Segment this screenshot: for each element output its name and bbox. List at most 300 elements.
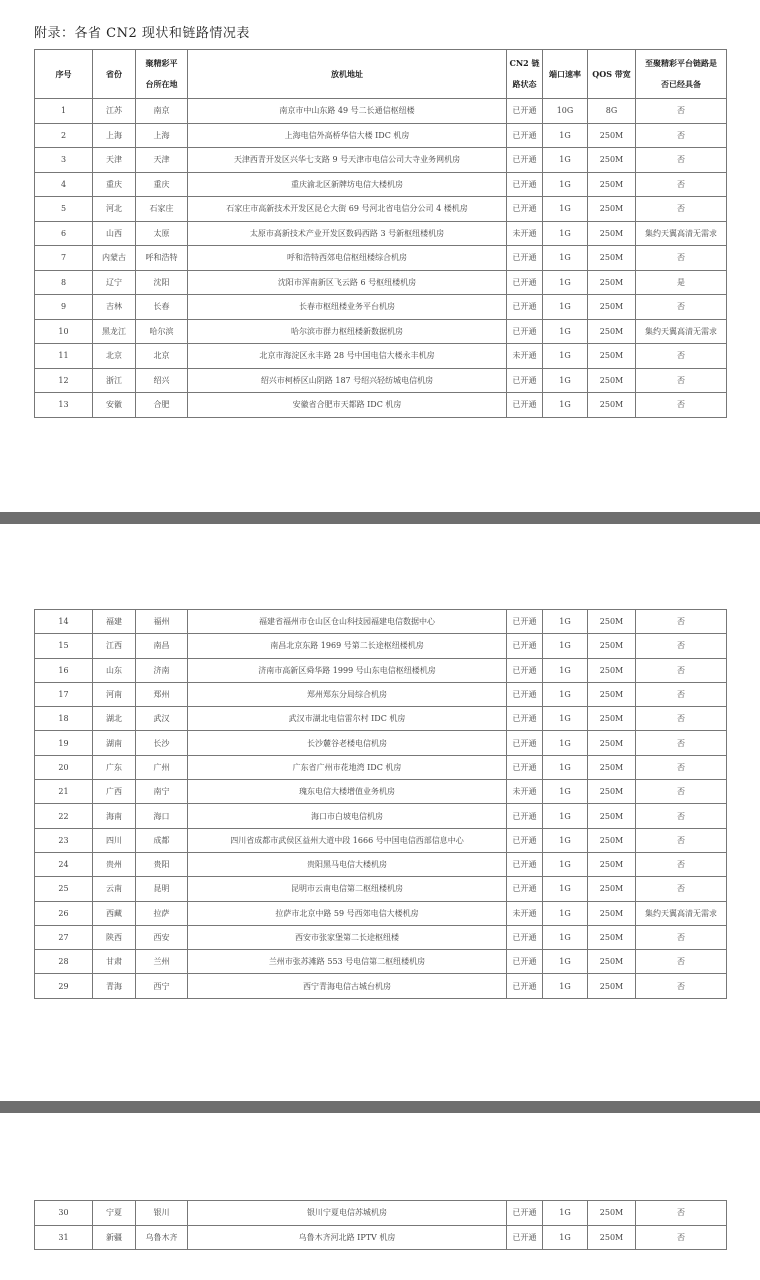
cell-qos: 250M bbox=[588, 950, 636, 974]
cell-platform: 否 bbox=[636, 344, 727, 369]
cell-qos: 250M bbox=[588, 148, 636, 173]
cell-city: 成都 bbox=[136, 828, 188, 852]
cell-province: 浙江 bbox=[93, 368, 136, 393]
cell-port: 1G bbox=[543, 658, 588, 682]
page-separator bbox=[0, 1101, 760, 1113]
cell-address: 长沙麓谷老楼电信机房 bbox=[188, 731, 507, 755]
cell-platform: 集约天翼高清无需求 bbox=[636, 221, 727, 246]
cell-city: 海口 bbox=[136, 804, 188, 828]
cell-qos: 250M bbox=[588, 828, 636, 852]
cell-city: 乌鲁木齐 bbox=[136, 1225, 188, 1250]
cell-status: 已开通 bbox=[507, 197, 543, 222]
cell-city: 呼和浩特 bbox=[136, 246, 188, 271]
table-row bbox=[35, 319, 727, 344]
cell-seq: 24 bbox=[35, 852, 93, 876]
cell-port: 1G bbox=[543, 270, 588, 295]
table-row bbox=[35, 1201, 727, 1226]
cell-qos: 250M bbox=[588, 610, 636, 634]
cell-address: 贵阳黑马电信大楼机房 bbox=[188, 852, 507, 876]
cell-address: 广东省广州市花地湾 IDC 机房 bbox=[188, 755, 507, 779]
cell-qos: 250M bbox=[588, 755, 636, 779]
cell-status: 已开通 bbox=[507, 1225, 543, 1250]
cell-port: 1G bbox=[543, 780, 588, 804]
table-row bbox=[35, 707, 727, 731]
table-row bbox=[35, 852, 727, 876]
cell-seq: 5 bbox=[35, 197, 93, 222]
cell-status: 已开通 bbox=[507, 393, 543, 418]
header-platform-line-2: 否已经具备 bbox=[661, 79, 701, 89]
table-body-page-1 bbox=[35, 99, 727, 418]
cell-qos: 250M bbox=[588, 682, 636, 706]
cell-platform: 否 bbox=[636, 852, 727, 876]
table-row bbox=[35, 368, 727, 393]
document-title: 附录：各省 CN2 现状和链路情况表 bbox=[34, 26, 250, 41]
cell-platform: 否 bbox=[636, 295, 727, 320]
table-row bbox=[35, 221, 727, 246]
cell-port: 1G bbox=[543, 634, 588, 658]
cell-port: 1G bbox=[543, 197, 588, 222]
cell-address: 郑州郑东分局综合机房 bbox=[188, 682, 507, 706]
cell-province: 西藏 bbox=[93, 901, 136, 925]
cell-city: 北京 bbox=[136, 344, 188, 369]
header-platform bbox=[636, 50, 727, 99]
cell-port: 1G bbox=[543, 804, 588, 828]
cell-port: 1G bbox=[543, 123, 588, 148]
cell-city: 长春 bbox=[136, 295, 188, 320]
cell-address: 南昌北京东路 1969 号第二长途枢纽楼机房 bbox=[188, 634, 507, 658]
cell-address: 福建省福州市仓山区仓山科技园福建电信数据中心 bbox=[188, 610, 507, 634]
header-seq: 序号 bbox=[35, 50, 93, 99]
header-city-line-1: 聚精彩平 bbox=[145, 58, 178, 68]
cell-province: 安徽 bbox=[93, 393, 136, 418]
cell-city: 南京 bbox=[136, 99, 188, 124]
cell-platform: 否 bbox=[636, 755, 727, 779]
cell-qos: 250M bbox=[588, 221, 636, 246]
cell-province: 辽宁 bbox=[93, 270, 136, 295]
cell-status: 已开通 bbox=[507, 123, 543, 148]
table-row bbox=[35, 828, 727, 852]
header-status-line-2: 路状态 bbox=[512, 79, 537, 89]
cell-port: 1G bbox=[543, 901, 588, 925]
header-qos: QOS 带宽 bbox=[588, 50, 636, 99]
cell-qos: 250M bbox=[588, 804, 636, 828]
cell-port: 1G bbox=[543, 682, 588, 706]
cell-qos: 250M bbox=[588, 901, 636, 925]
cell-province: 云南 bbox=[93, 877, 136, 901]
cell-platform: 集约天翼高清无需求 bbox=[636, 319, 727, 344]
cell-port: 1G bbox=[543, 295, 588, 320]
cell-city: 武汉 bbox=[136, 707, 188, 731]
table-row bbox=[35, 804, 727, 828]
cell-status: 已开通 bbox=[507, 974, 543, 998]
cell-seq: 4 bbox=[35, 172, 93, 197]
cell-platform: 否 bbox=[636, 658, 727, 682]
table-row bbox=[35, 682, 727, 706]
cell-status: 已开通 bbox=[507, 610, 543, 634]
cell-platform: 否 bbox=[636, 197, 727, 222]
cell-city: 南昌 bbox=[136, 634, 188, 658]
cell-qos: 250M bbox=[588, 344, 636, 369]
header-province: 省份 bbox=[93, 50, 136, 99]
cell-city: 南宁 bbox=[136, 780, 188, 804]
table-row bbox=[35, 731, 727, 755]
cell-qos: 250M bbox=[588, 974, 636, 998]
cell-province: 青海 bbox=[93, 974, 136, 998]
cell-status: 已开通 bbox=[507, 246, 543, 271]
cell-seq: 9 bbox=[35, 295, 93, 320]
cell-address: 南京市中山东路 49 号二长通信枢纽楼 bbox=[188, 99, 507, 124]
cell-qos: 250M bbox=[588, 319, 636, 344]
cell-status: 已开通 bbox=[507, 172, 543, 197]
table-row bbox=[35, 634, 727, 658]
cell-qos: 250M bbox=[588, 123, 636, 148]
cell-address: 兰州市张苏滩路 553 号电信第二枢纽楼机房 bbox=[188, 950, 507, 974]
cell-city: 重庆 bbox=[136, 172, 188, 197]
cell-address: 长春市枢纽楼业务平台机房 bbox=[188, 295, 507, 320]
cell-city: 广州 bbox=[136, 755, 188, 779]
cell-platform: 否 bbox=[636, 780, 727, 804]
cell-address: 安徽省合肥市天都路 IDC 机房 bbox=[188, 393, 507, 418]
cell-seq: 15 bbox=[35, 634, 93, 658]
cell-seq: 26 bbox=[35, 901, 93, 925]
table-row bbox=[35, 755, 727, 779]
cell-province: 河北 bbox=[93, 197, 136, 222]
cell-province: 陕西 bbox=[93, 925, 136, 949]
cell-qos: 250M bbox=[588, 852, 636, 876]
table-row bbox=[35, 99, 727, 124]
header-status-line-1: CN2 链 bbox=[509, 58, 540, 68]
cell-platform: 否 bbox=[636, 246, 727, 271]
header-city-line-2: 台所在地 bbox=[145, 79, 178, 89]
cell-platform: 否 bbox=[636, 731, 727, 755]
cell-qos: 250M bbox=[588, 1201, 636, 1226]
cell-qos: 250M bbox=[588, 295, 636, 320]
cell-status: 未开通 bbox=[507, 780, 543, 804]
cell-seq: 12 bbox=[35, 368, 93, 393]
cell-seq: 2 bbox=[35, 123, 93, 148]
cell-seq: 25 bbox=[35, 877, 93, 901]
cell-seq: 13 bbox=[35, 393, 93, 418]
table-row bbox=[35, 123, 727, 148]
cell-status: 已开通 bbox=[507, 804, 543, 828]
cell-seq: 31 bbox=[35, 1225, 93, 1250]
cell-status: 已开通 bbox=[507, 682, 543, 706]
cell-status: 未开通 bbox=[507, 344, 543, 369]
table-row bbox=[35, 197, 727, 222]
cell-city: 上海 bbox=[136, 123, 188, 148]
cell-address: 昆明市云南电信第二枢纽楼机房 bbox=[188, 877, 507, 901]
cell-province: 吉林 bbox=[93, 295, 136, 320]
cell-city: 郑州 bbox=[136, 682, 188, 706]
cell-status: 已开通 bbox=[507, 148, 543, 173]
cell-port: 1G bbox=[543, 610, 588, 634]
cell-address: 北京市海淀区永丰路 28 号中国电信大楼永丰机房 bbox=[188, 344, 507, 369]
table-row bbox=[35, 246, 727, 271]
cn2-table-page-1 bbox=[34, 49, 727, 418]
cell-city: 哈尔滨 bbox=[136, 319, 188, 344]
cell-platform: 否 bbox=[636, 1225, 727, 1250]
cell-platform: 否 bbox=[636, 393, 727, 418]
cell-seq: 1 bbox=[35, 99, 93, 124]
table-header-row bbox=[35, 50, 727, 99]
cell-platform: 否 bbox=[636, 925, 727, 949]
table-row bbox=[35, 172, 727, 197]
cell-platform: 否 bbox=[636, 634, 727, 658]
cell-port: 1G bbox=[543, 877, 588, 901]
cell-seq: 30 bbox=[35, 1201, 93, 1226]
cell-province: 重庆 bbox=[93, 172, 136, 197]
cell-platform: 否 bbox=[636, 804, 727, 828]
cell-port: 1G bbox=[543, 852, 588, 876]
cell-city: 西安 bbox=[136, 925, 188, 949]
cell-status: 已开通 bbox=[507, 634, 543, 658]
cell-port: 1G bbox=[543, 1201, 588, 1226]
cell-address: 石家庄市高新技术开发区昆仑大街 69 号河北省电信分公司 4 楼机房 bbox=[188, 197, 507, 222]
header-city bbox=[136, 50, 188, 99]
cell-port: 1G bbox=[543, 1225, 588, 1250]
cell-port: 1G bbox=[543, 950, 588, 974]
cell-port: 1G bbox=[543, 707, 588, 731]
cell-address: 上海电信外高桥华信大楼 IDC 机房 bbox=[188, 123, 507, 148]
cell-port: 1G bbox=[543, 319, 588, 344]
cell-qos: 250M bbox=[588, 368, 636, 393]
cell-qos: 250M bbox=[588, 731, 636, 755]
cell-province: 宁夏 bbox=[93, 1201, 136, 1226]
cell-city: 济南 bbox=[136, 658, 188, 682]
cell-port: 1G bbox=[543, 368, 588, 393]
cell-status: 已开通 bbox=[507, 270, 543, 295]
cell-port: 1G bbox=[543, 148, 588, 173]
cell-province: 湖北 bbox=[93, 707, 136, 731]
cell-address: 瑰东电信大楼增值业务机房 bbox=[188, 780, 507, 804]
cell-seq: 29 bbox=[35, 974, 93, 998]
cell-city: 银川 bbox=[136, 1201, 188, 1226]
cell-qos: 250M bbox=[588, 877, 636, 901]
cell-qos: 8G bbox=[588, 99, 636, 124]
cell-qos: 250M bbox=[588, 634, 636, 658]
cell-city: 福州 bbox=[136, 610, 188, 634]
cell-qos: 250M bbox=[588, 1225, 636, 1250]
cell-province: 新疆 bbox=[93, 1225, 136, 1250]
cell-province: 江西 bbox=[93, 634, 136, 658]
cell-platform: 集约天翼高清无需求 bbox=[636, 901, 727, 925]
cell-status: 已开通 bbox=[507, 658, 543, 682]
header-platform-line-1: 至聚精彩平台链路是 bbox=[645, 58, 717, 68]
table-row bbox=[35, 148, 727, 173]
cell-city: 天津 bbox=[136, 148, 188, 173]
cell-status: 未开通 bbox=[507, 221, 543, 246]
cell-province: 广东 bbox=[93, 755, 136, 779]
cell-status: 已开通 bbox=[507, 877, 543, 901]
cell-qos: 250M bbox=[588, 197, 636, 222]
cell-port: 10G bbox=[543, 99, 588, 124]
page-separator bbox=[0, 512, 760, 524]
cell-qos: 250M bbox=[588, 658, 636, 682]
cell-address: 海口市白坡电信机房 bbox=[188, 804, 507, 828]
cell-province: 黑龙江 bbox=[93, 319, 136, 344]
cell-seq: 6 bbox=[35, 221, 93, 246]
cell-city: 贵阳 bbox=[136, 852, 188, 876]
cell-platform: 否 bbox=[636, 828, 727, 852]
cell-city: 昆明 bbox=[136, 877, 188, 901]
cell-province: 甘肃 bbox=[93, 950, 136, 974]
cell-seq: 14 bbox=[35, 610, 93, 634]
cell-status: 已开通 bbox=[507, 99, 543, 124]
table-row bbox=[35, 974, 727, 998]
cell-seq: 18 bbox=[35, 707, 93, 731]
cell-qos: 250M bbox=[588, 246, 636, 271]
cell-status: 已开通 bbox=[507, 852, 543, 876]
cell-address: 乌鲁木齐河北路 IPTV 机房 bbox=[188, 1225, 507, 1250]
cell-province: 北京 bbox=[93, 344, 136, 369]
cell-platform: 否 bbox=[636, 877, 727, 901]
cell-platform: 否 bbox=[636, 99, 727, 124]
cell-status: 已开通 bbox=[507, 950, 543, 974]
table-body-page-2 bbox=[35, 610, 727, 999]
cell-platform: 否 bbox=[636, 950, 727, 974]
cell-platform: 否 bbox=[636, 610, 727, 634]
cell-address: 重庆渝北区新牌坊电信大楼机房 bbox=[188, 172, 507, 197]
cell-qos: 250M bbox=[588, 925, 636, 949]
table-row bbox=[35, 393, 727, 418]
cell-city: 绍兴 bbox=[136, 368, 188, 393]
cell-address: 呼和浩特西郊电信枢纽楼综合机房 bbox=[188, 246, 507, 271]
cell-province: 海南 bbox=[93, 804, 136, 828]
cell-province: 天津 bbox=[93, 148, 136, 173]
cell-city: 太原 bbox=[136, 221, 188, 246]
cell-status: 未开通 bbox=[507, 901, 543, 925]
cell-address: 武汉市湖北电信雷尔村 IDC 机房 bbox=[188, 707, 507, 731]
cell-address: 银川宁夏电信苏城机房 bbox=[188, 1201, 507, 1226]
cell-address: 拉萨市北京中路 59 号西郊电信大楼机房 bbox=[188, 901, 507, 925]
cell-seq: 20 bbox=[35, 755, 93, 779]
cell-city: 拉萨 bbox=[136, 901, 188, 925]
cell-seq: 16 bbox=[35, 658, 93, 682]
cell-province: 贵州 bbox=[93, 852, 136, 876]
cell-province: 河南 bbox=[93, 682, 136, 706]
cell-seq: 23 bbox=[35, 828, 93, 852]
table-row bbox=[35, 1225, 727, 1250]
cell-platform: 否 bbox=[636, 974, 727, 998]
cell-port: 1G bbox=[543, 731, 588, 755]
cell-province: 福建 bbox=[93, 610, 136, 634]
cell-platform: 否 bbox=[636, 123, 727, 148]
table-body-page-3 bbox=[35, 1201, 727, 1250]
table-row bbox=[35, 295, 727, 320]
cell-seq: 19 bbox=[35, 731, 93, 755]
cell-status: 已开通 bbox=[507, 731, 543, 755]
cell-platform: 否 bbox=[636, 707, 727, 731]
cell-status: 已开通 bbox=[507, 319, 543, 344]
cell-province: 四川 bbox=[93, 828, 136, 852]
cell-port: 1G bbox=[543, 828, 588, 852]
table-row bbox=[35, 344, 727, 369]
cell-seq: 8 bbox=[35, 270, 93, 295]
table-row bbox=[35, 901, 727, 925]
cell-port: 1G bbox=[543, 221, 588, 246]
cell-address: 四川省成都市武侯区益州大道中段 1666 号中国电信西部信息中心 bbox=[188, 828, 507, 852]
cell-seq: 27 bbox=[35, 925, 93, 949]
cell-city: 石家庄 bbox=[136, 197, 188, 222]
cell-address: 西宁青海电信古城台机房 bbox=[188, 974, 507, 998]
cell-platform: 否 bbox=[636, 1201, 727, 1226]
cell-seq: 3 bbox=[35, 148, 93, 173]
cell-city: 合肥 bbox=[136, 393, 188, 418]
cell-platform: 否 bbox=[636, 368, 727, 393]
header-port: 端口速率 bbox=[543, 50, 588, 99]
cell-address: 济南市高新区舜华路 1999 号山东电信枢纽楼机房 bbox=[188, 658, 507, 682]
cell-platform: 是 bbox=[636, 270, 727, 295]
cell-seq: 17 bbox=[35, 682, 93, 706]
cell-seq: 28 bbox=[35, 950, 93, 974]
cell-address: 太原市高新技术产业开发区数码西路 3 号新枢纽楼机房 bbox=[188, 221, 507, 246]
cell-city: 长沙 bbox=[136, 731, 188, 755]
cell-city: 西宁 bbox=[136, 974, 188, 998]
cell-status: 已开通 bbox=[507, 707, 543, 731]
cell-status: 已开通 bbox=[507, 828, 543, 852]
table-row bbox=[35, 877, 727, 901]
cn2-table-page-2 bbox=[34, 609, 727, 999]
table-row bbox=[35, 925, 727, 949]
cell-port: 1G bbox=[543, 925, 588, 949]
cell-city: 兰州 bbox=[136, 950, 188, 974]
cell-address: 哈尔滨市群力枢纽楼新数据机房 bbox=[188, 319, 507, 344]
cell-port: 1G bbox=[543, 246, 588, 271]
cell-seq: 7 bbox=[35, 246, 93, 271]
cell-address: 沈阳市浑南新区飞云路 6 号枢纽楼机房 bbox=[188, 270, 507, 295]
cell-address: 绍兴市柯桥区山阴路 187 号绍兴轻纺城电信机房 bbox=[188, 368, 507, 393]
cell-platform: 否 bbox=[636, 172, 727, 197]
table-row bbox=[35, 270, 727, 295]
cell-qos: 250M bbox=[588, 172, 636, 197]
cell-platform: 否 bbox=[636, 682, 727, 706]
cell-port: 1G bbox=[543, 974, 588, 998]
cell-qos: 250M bbox=[588, 707, 636, 731]
cell-province: 江苏 bbox=[93, 99, 136, 124]
cn2-table-page-3 bbox=[34, 1200, 727, 1250]
cell-province: 广西 bbox=[93, 780, 136, 804]
cell-province: 上海 bbox=[93, 123, 136, 148]
cell-seq: 21 bbox=[35, 780, 93, 804]
cell-port: 1G bbox=[543, 755, 588, 779]
table-row bbox=[35, 658, 727, 682]
cell-address: 西安市张家堡第二长途枢纽楼 bbox=[188, 925, 507, 949]
cell-status: 已开通 bbox=[507, 368, 543, 393]
cell-seq: 22 bbox=[35, 804, 93, 828]
cell-port: 1G bbox=[543, 172, 588, 197]
cell-platform: 否 bbox=[636, 148, 727, 173]
header-status bbox=[507, 50, 543, 99]
cell-status: 已开通 bbox=[507, 1201, 543, 1226]
cell-qos: 250M bbox=[588, 393, 636, 418]
cell-port: 1G bbox=[543, 393, 588, 418]
cell-qos: 250M bbox=[588, 270, 636, 295]
cell-province: 山西 bbox=[93, 221, 136, 246]
cell-province: 内蒙古 bbox=[93, 246, 136, 271]
table-row bbox=[35, 610, 727, 634]
cell-status: 已开通 bbox=[507, 295, 543, 320]
cell-status: 已开通 bbox=[507, 925, 543, 949]
cell-province: 湖南 bbox=[93, 731, 136, 755]
table-row bbox=[35, 780, 727, 804]
cell-seq: 11 bbox=[35, 344, 93, 369]
cell-city: 沈阳 bbox=[136, 270, 188, 295]
header-address: 放机地址 bbox=[188, 50, 507, 99]
cell-address: 天津西青开发区兴华七支路 9 号天津市电信公司大寺业务网机房 bbox=[188, 148, 507, 173]
table-row bbox=[35, 950, 727, 974]
cell-province: 山东 bbox=[93, 658, 136, 682]
cell-port: 1G bbox=[543, 344, 588, 369]
